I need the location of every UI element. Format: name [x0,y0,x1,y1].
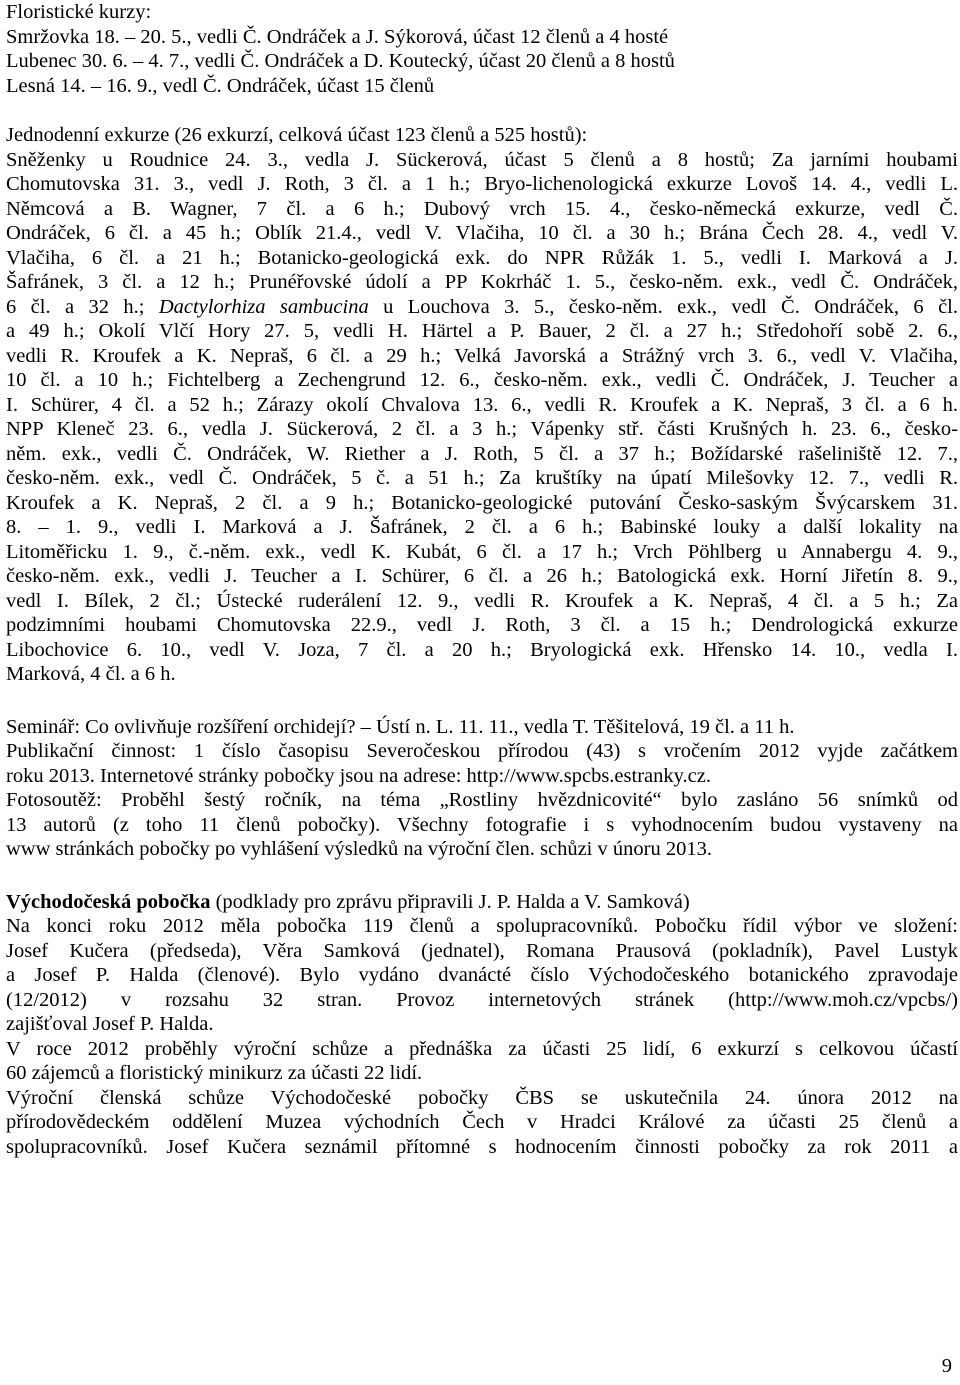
document-page [6,0,958,1159]
excursions-text-line: Vlačiha, 6 čl. a 21 h.; Botanicko-geologická exk. do NPR Růžák 1. 5., vedli I. Marková a J. [6,246,958,269]
spacer [6,687,958,715]
east-branch-text-line: (12/2012) v rozsahu 32 stran. Provoz internetových stránek (http://www.moh.cz/vpcbs/) [6,988,958,1011]
excursions-text-line: Němcová a B. Wagner, 7 čl. a 6 h.; Dubový vrch 15. 4., česko-německá exkurze, vedl Č. [6,197,958,220]
excursions-text-line: vedl I. Bílek, 2 čl.; Ústecké ruderálení 12. 9., vedli R. Kroufek a K. Nepraš, 4 čl. a 5 h.; Za [6,589,958,612]
east-branch-text-line: 60 zájemců a floristický minikurz za účasti 22 lidí. [6,1062,423,1084]
seminar-line: Seminář: Co ovlivňuje rozšíření orchidejí? – Ústí n. L. 11. 11., vedla T. Těšitelová, 19 čl. a 11 h. [6,715,795,738]
excursions-text-line: Marková, 4 čl. a 6 h. [6,663,176,685]
floristic-courses-section [6,0,958,98]
excursions-text-line: I. Schürer, 4 čl. a 52 h.; Zárazy okolí Chvalova 13. 6., vedli R. Kroufek a K. Nepraš, 3 čl. a 6 h. [6,393,958,416]
east-branch-text-line: Josef Kučera (předseda), Věra Samková (jednatel), Romana Prausová (pokladník), Pavel Lustyk [6,939,958,962]
east-branch-section [6,890,958,1160]
course-lubenec: Lubenec 30. 6. – 4. 7., vedli Č. Ondráček a D. Koutecký, účast 20 členů a 8 hostů [6,50,675,72]
excursions-text-line: česko-něm. exk., vedl Č. Ondráček, 5 č. a 51 h.; Za kruštíky na úpatí Milešovky 12. 7., vedli R. [6,467,958,489]
excursions-text-line: Ondráček, 6 čl. a 45 h.; Oblík 21.4., vedl V. Vlačiha, 10 čl. a 30 h.; Brána Čech 28. 4., vedl V. [6,222,958,244]
excursions-text-line: Kroufek a K. Nepraš, 2 čl. a 9 h.; Botanicko-geologické putování Česko-saským Švýcarskem 31. [6,491,958,514]
section-title: Východočeská pobočka [6,890,211,913]
excursions-text-line: Sněženky u Roudnice 24. 3., vedla J. Sückerová, účast 5 členů a 8 hostů; Za jarními houbami [6,148,958,171]
spacer [6,98,958,123]
east-branch-text-line: zajišťoval Josef P. Halda. [6,1013,214,1035]
courses-heading: Floristické kurzy: [6,1,152,23]
east-branch-text-line: přírodovědeckém oddělení Muzea východních Čech v Hradci Králové za účasti 25 členů a [6,1111,958,1133]
photo-contest-line: 13 autorů (z toho 11 členů pobočky). Všechny fotografie i s vyhodnocením budou vystaveny na [6,813,958,836]
text-run: 6 čl. a 32 h.; [6,295,159,318]
publication-line: Publikační činnost: 1 číslo časopisu Severočeskou přírodou (43) s vročením 2012 vyjde začátkem [6,740,958,762]
excursions-text-line: Šafránek, 3 čl. a 12 h.; Prunéřovské údolí a PP Kokrháč 1. 5., česko-něm. exk., vedl Č. Ondráček, [6,271,958,293]
excursions-text-line: 8. – 1. 9., vedli I. Marková a J. Šafránek, 2 čl. a 6 h.; Babinské louky a další lokality na [6,516,958,538]
page-number: 9 [941,1355,952,1377]
east-branch-text-line: Výroční členská schůze Východočeské pobočky ČBS se uskutečnila 24. února 2012 na [6,1086,958,1109]
course-smrzovka: Smržovka 18. – 20. 5., vedli Č. Ondráček a J. Sýkorová, účast 12 členů a 4 hosté [6,25,669,48]
text-run: u Louchova 3. 5., česko-něm. exk., vedl Č. Ondráček, 6 čl. [368,295,958,318]
photo-contest-line: www stránkách pobočky po vyhlášení výsledků na výroční člen. schůzi v únoru 2013. [6,838,712,860]
east-branch-text-line: spolupracovníků. Josef Kučera seznámil přítomné s hodnocením činnosti pobočky za rok 2011 a [6,1135,958,1158]
east-branch-text-line: a Josef P. Halda (členové). Bylo vydáno dvanácté číslo Východočeského botanického zpravodaje [6,964,958,986]
course-lesna: Lesná 14. – 16. 9., vedl Č. Ondráček, účast 15 členů [6,74,435,97]
east-branch-text-line: Na konci roku 2012 měla pobočka 119 členů a spolupracovníků. Pobočku řídil výbor ve složení: [6,915,958,937]
excursions-text-line: Litoměřicku 1. 9., č.-něm. exk., vedl K. Kubát, 6 čl. a 17 h.; Vrch Pöhlberg u Annabergu 4. 9., [6,540,958,563]
excursions-section [6,123,958,687]
spacer [6,862,958,890]
excursions-text-line: podzimními houbami Chomutovska 22.9., vedl J. Roth, 3 čl. a 15 h.; Dendrologická exkurze [6,614,958,636]
excursions-text-line: 10 čl. a 10 h.; Fichtelberg a Zechengrund 12. 6., česko-něm. exk., vedli Č. Ondráček, J. Teucher a [6,369,958,391]
species-name: Dactylorhiza sambucina [158,295,369,318]
excursions-heading: Jednodenní exkurze (26 exkurzí, celková účast 123 členů a 525 hostů): [6,124,588,146]
excursions-text-line: NPP Kleneč 23. 6., vedla J. Sückerová, 2 čl. a 3 h.; Vápenky stř. části Krušných h. 23. 6., česko- [6,418,958,440]
excursions-text-line: a 49 h.; Okolí Vlčí Hory 27. 5, vedli H. Härtel a P. Bauer, 2 čl. a 27 h.; Středohoří sobě 2. 6., [6,320,958,342]
publication-line: roku 2013. Internetové stránky pobočky jsou na adrese: http://www.spcbs.estranky.cz. [6,764,711,787]
section-subtitle: (podklady pro zprávu připravili J. P. Halda a V. Samková) [210,890,690,913]
east-branch-text-line: V roce 2012 proběhly výroční schůze a přednáška za účasti 25 lidí, 6 exkurzí s celkovou účastí [6,1037,958,1060]
photo-contest-line: Fotosoutěž: Proběhl šestý ročník, na téma „Rostliny hvězdnicovité“ bylo zasláno 56 snímků od [6,789,958,811]
excursions-text-line: vedli R. Kroufek a K. Nepraš, 6 čl. a 29 h.; Velká Javorská a Strážný vrch 3. 6., vedl V. Vlačiha, [6,344,958,367]
excursions-text-line [6,295,958,320]
activities-section [6,715,958,862]
excursions-text-line: něm. exk., vedli Č. Ondráček, W. Riether a J. Roth, 5 čl. a 37 h.; Božídarské rašeliniště 12. 7., [6,442,958,465]
excursions-text-line: Libochovice 6. 10., vedl V. Joza, 7 čl. a 20 h.; Bryologická exk. Hřensko 14. 10., vedla I. [6,638,958,661]
excursions-text-line: Chomutovska 31. 3., vedl J. Roth, 3 čl. a 1 h.; Bryo-lichenologická exkurze Lovoš 14. 4., vedli L. [6,173,958,195]
excursions-text-line: česko-něm. exk., vedli J. Teucher a I. Schürer, 6 čl. a 26 h.; Batologická exk. Horní Jiřetín 8. 9., [6,565,958,587]
east-branch-heading [6,890,958,915]
